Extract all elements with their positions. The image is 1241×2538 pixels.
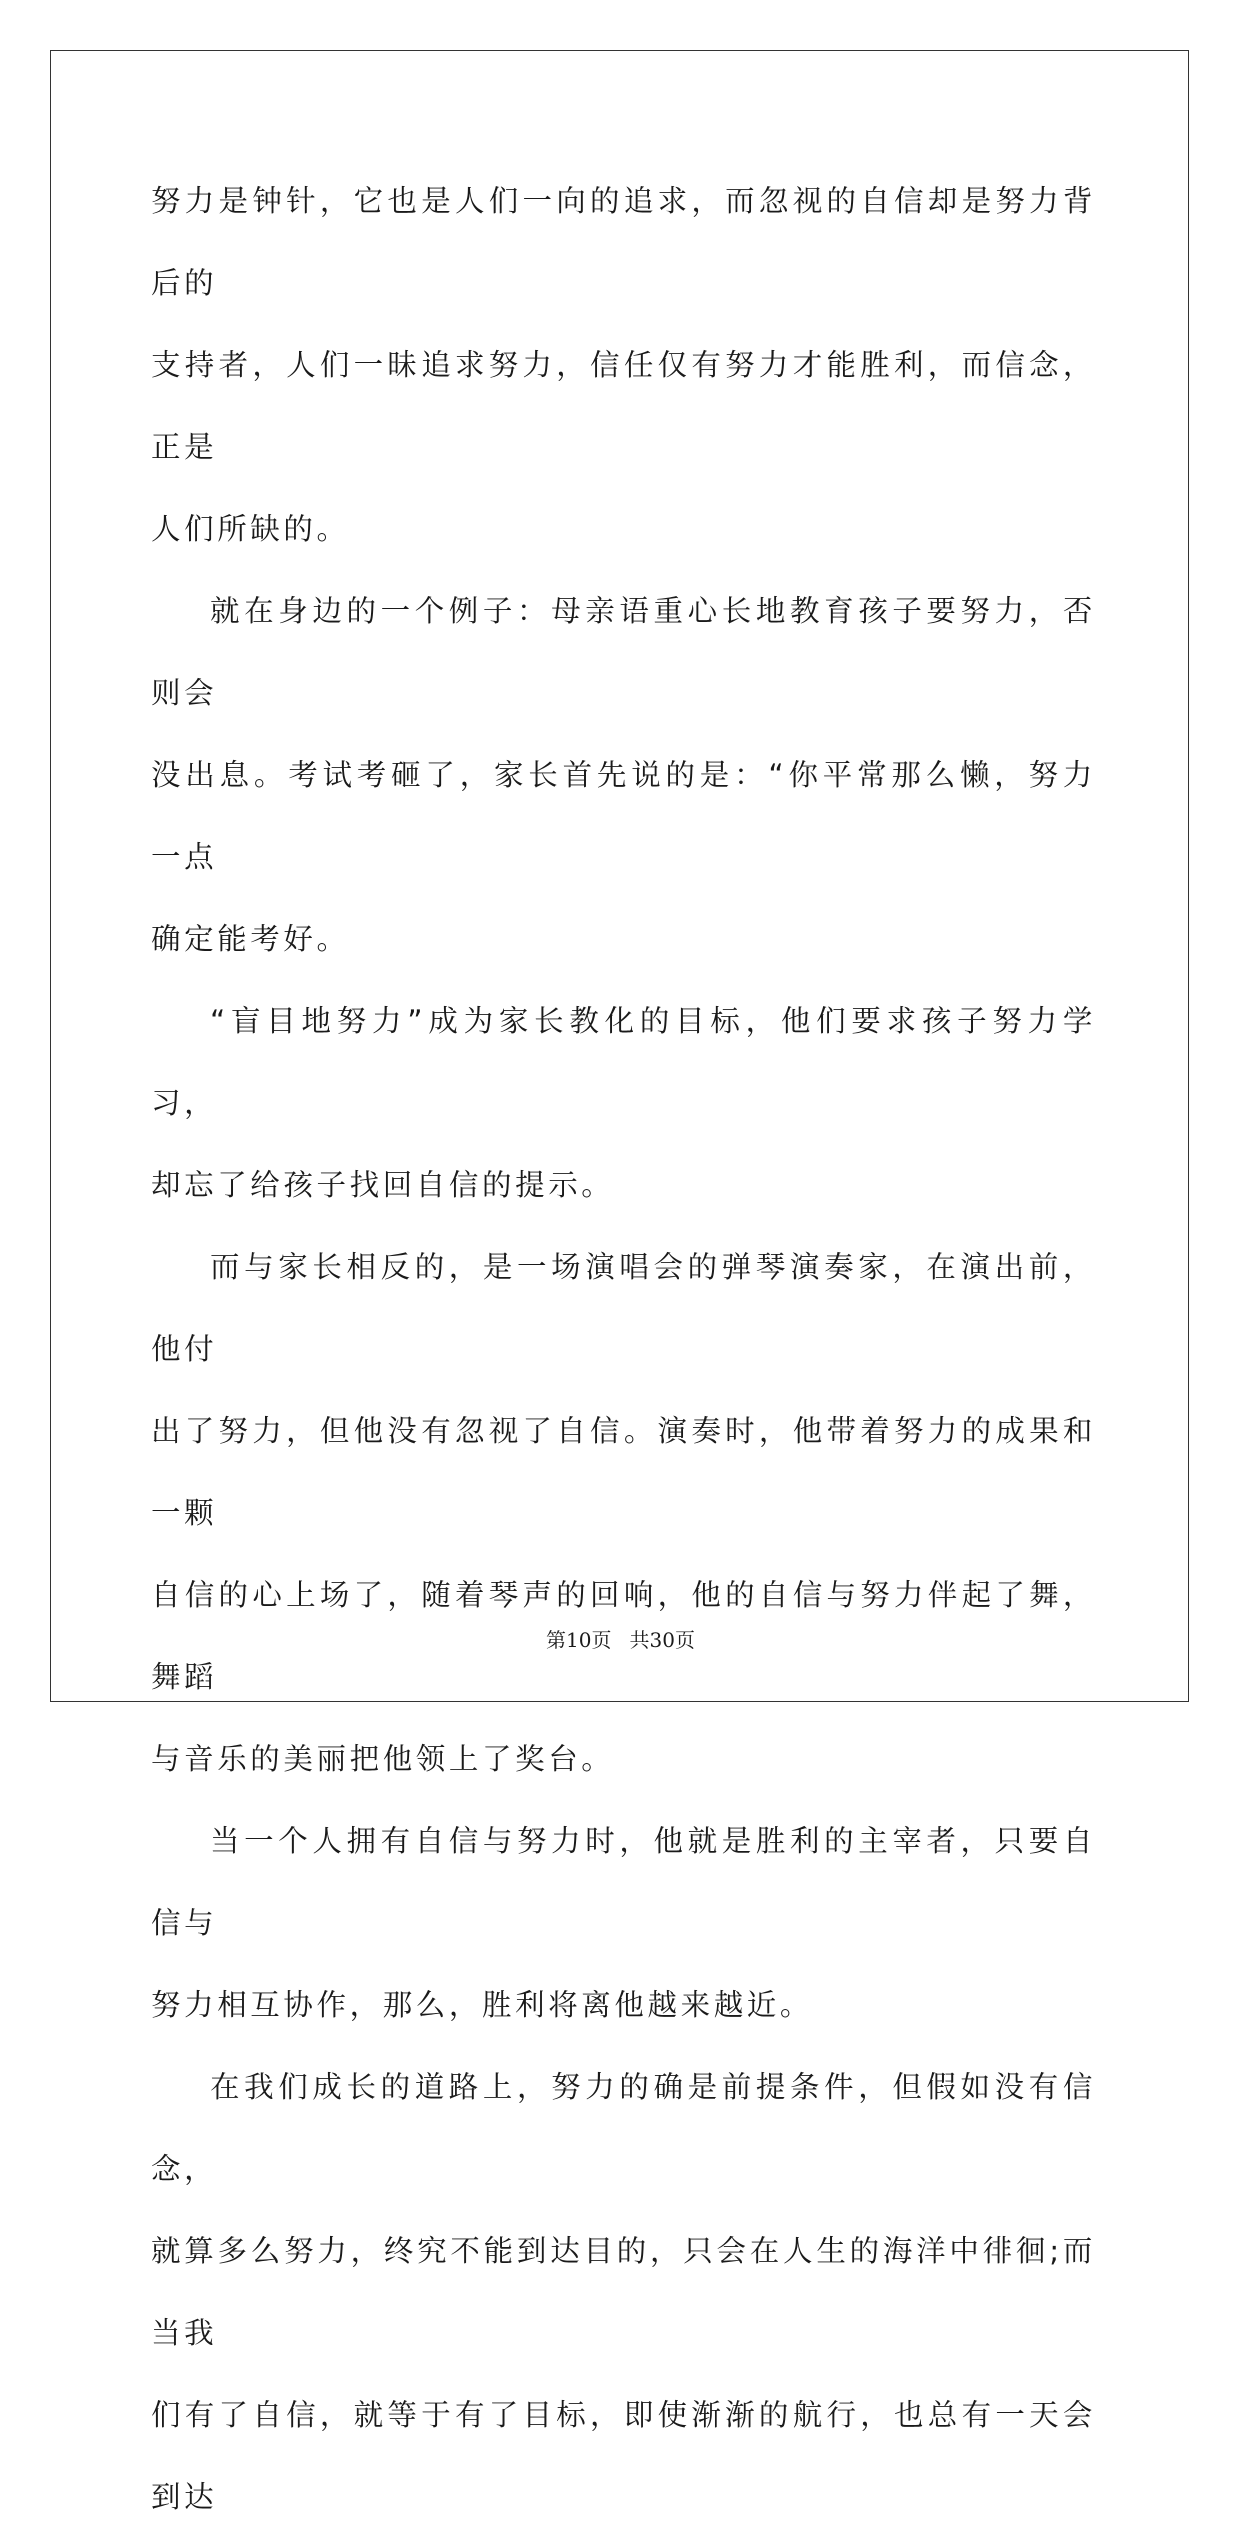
text-line: 出了努力，但他没有忽视了自信。演奏时，他带着努力的成果和一颗	[151, 1414, 1096, 1530]
text-line: “盲目地努力”成为家长教化的目标，他们要求孩子努力学习，	[151, 1004, 1096, 1120]
text-line: 没出息。考试考砸了，家长首先说的是：“你平常那么懒，努力一点	[151, 758, 1096, 874]
paragraph-6	[151, 2046, 1096, 2538]
text-line: 支持者，人们一昧追求努力，信任仅有努力才能胜利，而信念，正是	[151, 348, 1096, 464]
text-line: 自信的心上场了，随着琴声的回响，他的自信与努力伴起了舞，舞蹈	[151, 1578, 1096, 1694]
text-line: 努力是钟针，它也是人们一向的追求，而忽视的自信却是努力背后的	[151, 184, 1096, 300]
paragraph-4	[151, 1226, 1096, 1800]
paragraph-5	[151, 1800, 1096, 2046]
text-line: 却忘了给孩子找回自信的提示。	[151, 1168, 615, 1202]
text-line: 而与家长相反的，是一场演唱会的弹琴演奏家，在演出前，他付	[151, 1250, 1096, 1366]
text-line: 确定能考好。	[151, 922, 350, 956]
page-footer	[0, 1624, 1241, 1653]
page-total: 共30页	[629, 1628, 695, 1652]
paragraph-1	[151, 160, 1096, 570]
text-line: 努力相互协作，那么，胜利将离他越来越近。	[151, 1988, 814, 2022]
text-line: 们有了自信，就等于有了目标，即使渐渐的航行，也总有一天会到达	[151, 2398, 1096, 2514]
text-line: 人们所缺的。	[151, 512, 350, 546]
text-line: 当一个人拥有自信与努力时，他就是胜利的主宰者，只要自信与	[151, 1824, 1096, 1940]
text-line: 就算多么努力，终究不能到达目的，只会在人生的海洋中徘徊;而当我	[151, 2234, 1096, 2350]
document-body	[151, 160, 1096, 2538]
paragraph-3	[151, 980, 1096, 1226]
page-number: 第10页	[546, 1628, 612, 1652]
text-line: 与音乐的美丽把他领上了奖台。	[151, 1742, 615, 1776]
text-line: 就在身边的一个例子：母亲语重心长地教育孩子要努力，否则会	[151, 594, 1096, 710]
paragraph-2	[151, 570, 1096, 980]
text-line: 在我们成长的道路上，努力的确是前提条件，但假如没有信念，	[151, 2070, 1096, 2186]
